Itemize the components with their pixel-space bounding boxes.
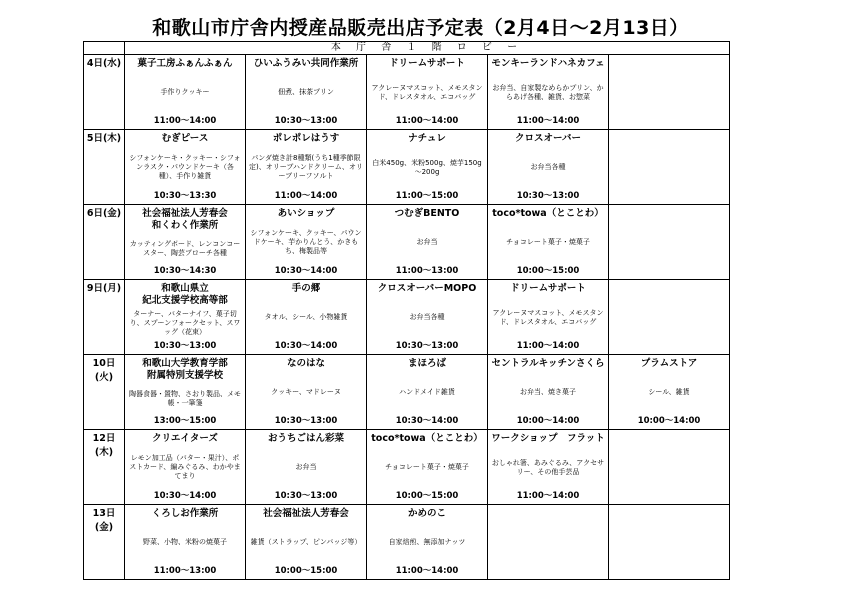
- schedule-body: [84, 42, 730, 580]
- vendor-products: 自家焙煎、無添加ナッツ: [388, 538, 466, 547]
- vendor-cell-content: [367, 130, 487, 204]
- vendor-products: 雑貨（ストラップ、ピンバッジ等）: [250, 538, 362, 547]
- vendor-hours: 10:00～14:00: [516, 416, 580, 426]
- vendor-cell-content: [609, 205, 729, 279]
- vendor-hours: 13:00～15:00: [153, 416, 217, 426]
- vendor-cell-content: [367, 205, 487, 279]
- vendor-hours: 10:30～14:00: [153, 491, 217, 501]
- vendor-cell-content: [125, 205, 245, 279]
- vendor-cell: [246, 505, 367, 580]
- header-blank: [84, 42, 125, 55]
- vendor-cell: [125, 430, 246, 505]
- vendor-hours: 10:00～15:00: [274, 566, 338, 576]
- vendor-cell-content: [246, 55, 366, 129]
- vendor-cell-content: [367, 280, 487, 354]
- day-row: [84, 205, 730, 280]
- vendor-name: 和歌山大学教育学部 附属特別支援学校: [142, 358, 228, 381]
- vendor-name: クリエイターズ: [152, 433, 218, 444]
- vendor-cell: [246, 280, 367, 355]
- vendor-products: おしゃれ箸、あみぐるみ、アクセサリー、その他手芸品: [491, 458, 605, 476]
- vendor-cell: [246, 430, 367, 505]
- vendor-cell-content: [246, 130, 366, 204]
- vendor-products: [668, 519, 670, 576]
- vendor-cell-content: [488, 55, 608, 129]
- vendor-cell: [609, 355, 730, 430]
- vendor-products: 白米450g、米粉500g、焼芋150g～200g: [372, 158, 482, 176]
- date-cell: 5日(木): [84, 130, 125, 205]
- vendor-hours: 11:00～13:00: [395, 266, 459, 276]
- vendor-cell-content: [609, 505, 729, 579]
- vendor-products: お弁当、自家製なめらかプリン、からあげ各種、雑貨、お惣菜: [492, 83, 604, 101]
- vendor-name: 社会福祉法人芳春会: [263, 508, 349, 519]
- vendor-cell-content: [246, 205, 366, 279]
- vendor-hours: 11:00～14:00: [395, 116, 459, 126]
- vendor-name: プラムストア: [640, 358, 698, 369]
- vendor-cell: [367, 130, 488, 205]
- vendor-cell-content: [609, 355, 729, 429]
- vendor-products: [668, 219, 670, 276]
- vendor-cell-content: [488, 355, 608, 429]
- schedule-table: [83, 41, 730, 580]
- vendor-name: かめのこ: [407, 508, 446, 519]
- day-row: [84, 130, 730, 205]
- vendor-name: セントラルキッチンさくら: [491, 358, 605, 369]
- vendor-name: むぎピース: [161, 133, 209, 144]
- vendor-cell: [367, 355, 488, 430]
- vendor-cell-content: [367, 505, 487, 579]
- vendor-hours: 10:30～13:00: [516, 191, 580, 201]
- vendor-cell: [609, 130, 730, 205]
- vendor-cell: [367, 430, 488, 505]
- vendor-hours: 10:30～14:00: [395, 416, 459, 426]
- vendor-products: シフォンケーキ・クッキー・シフォンラスク・パウンドケーキ（各種）、手作り雑貨: [129, 154, 241, 181]
- vendor-products: シール、雑貨: [648, 388, 690, 397]
- vendor-hours: 11:00～14:00: [274, 191, 338, 201]
- vendor-cell-content: [609, 130, 729, 204]
- vendor-name: toco*towa（とことわ）: [492, 208, 604, 219]
- vendor-cell: [246, 55, 367, 130]
- vendor-products: アクレーヌマスコット、メモスタンド、ドレスタオル、エコバッグ: [492, 308, 604, 326]
- day-row: [84, 505, 730, 580]
- vendor-name: ポレポレはうす: [272, 133, 340, 144]
- vendor-cell-content: [609, 430, 729, 504]
- vendor-cell: [125, 505, 246, 580]
- vendor-hours: 10:00～14:00: [637, 416, 701, 426]
- vendor-products: チョコレート菓子・焼菓子: [506, 238, 590, 247]
- vendor-hours: 10:30～14:30: [153, 266, 217, 276]
- vendor-hours: 10:30～13:00: [395, 341, 459, 351]
- vendor-cell-content: [246, 505, 366, 579]
- vendor-cell-content: [367, 430, 487, 504]
- vendor-cell: [609, 55, 730, 130]
- vendor-name: toco*towa（とことわ）: [371, 433, 483, 444]
- vendor-hours: 10:30～13:00: [274, 491, 338, 501]
- vendor-cell-content: [488, 430, 608, 504]
- vendor-cell-content: [246, 280, 366, 354]
- vendor-cell-content: [488, 280, 608, 354]
- vendor-cell: [246, 205, 367, 280]
- vendor-cell: [609, 430, 730, 505]
- vendor-cell-content: [125, 130, 245, 204]
- vendor-cell: [609, 205, 730, 280]
- vendor-hours: 11:00～14:00: [395, 566, 459, 576]
- vendor-cell-content: [367, 55, 487, 129]
- vendor-products: ターナー、バターナイフ、菓子切り、スプーンフォークセット、スワッグ（花束）: [129, 310, 241, 336]
- vendor-name: ひいふうみい共同作業所: [253, 58, 359, 69]
- vendor-cell: [367, 280, 488, 355]
- vendor-name: くろしお作業所: [151, 508, 219, 519]
- vendor-hours: 10:30～13:30: [153, 191, 217, 201]
- vendor-products: お弁当、焼き菓子: [520, 388, 576, 397]
- vendor-name: 和歌山県立 紀北支援学校高等部: [142, 283, 228, 306]
- vendor-cell: [488, 55, 609, 130]
- vendor-cell-content: [125, 55, 245, 129]
- vendor-name: まほろば: [407, 358, 446, 369]
- day-row: [84, 55, 730, 130]
- vendor-name: 社会福祉法人芳春会 和くわく作業所: [142, 208, 228, 231]
- day-row: [84, 430, 730, 505]
- vendor-name: なのはな: [286, 358, 325, 369]
- date-cell: 10日(火): [84, 355, 125, 430]
- vendor-cell: [609, 505, 730, 580]
- date-cell: 9日(月): [84, 280, 125, 355]
- vendor-hours: 10:30～14:00: [274, 266, 338, 276]
- vendor-cell-content: [609, 280, 729, 354]
- vendor-products: お弁当各種: [409, 313, 445, 322]
- vendor-cell: [488, 130, 609, 205]
- vendor-cell-content: [125, 355, 245, 429]
- vendor-products: [668, 144, 670, 201]
- vendor-products: シフォンケーキ、クッキー、パウンドケーキ、芋かりんとう、かきもち、梅製品等: [250, 229, 362, 256]
- vendor-hours: 10:30～14:00: [274, 341, 338, 351]
- vendor-cell: [367, 55, 488, 130]
- vendor-cell: [367, 205, 488, 280]
- vendor-name: ナチュレ: [408, 133, 446, 144]
- vendor-name: クロスオーバー: [514, 133, 582, 144]
- vendor-cell-content: [125, 430, 245, 504]
- vendor-cell: [488, 430, 609, 505]
- vendor-cell-content: [246, 430, 366, 504]
- date-cell: 4日(水): [84, 55, 125, 130]
- vendor-hours: 10:30～13:00: [274, 116, 338, 126]
- vendor-cell-content: [488, 205, 608, 279]
- vendor-products: パンダ焼き計8種類(うち1種季節限定)、オリーブハンドクリーム、オリーブリーフソルト: [249, 154, 363, 181]
- vendor-name: おうちごはん彩菜: [267, 433, 344, 444]
- vendor-cell: [125, 355, 246, 430]
- vendor-cell-content: [488, 505, 608, 579]
- vendor-name: つむぎBENTO: [394, 208, 460, 219]
- vendor-name: あいショップ: [277, 208, 335, 219]
- vendor-products: 佃煮、抹茶プリン: [278, 88, 334, 97]
- vendor-hours: 10:00～15:00: [395, 491, 459, 501]
- vendor-cell: [125, 55, 246, 130]
- vendor-products: お弁当: [416, 238, 438, 247]
- vendor-name: ワークショップ フラット: [491, 433, 605, 444]
- vendor-cell-content: [125, 505, 245, 579]
- vendor-hours: 11:00～15:00: [395, 191, 459, 201]
- vendor-cell: [125, 205, 246, 280]
- vendor-cell-content: [246, 355, 366, 429]
- vendor-cell: [125, 130, 246, 205]
- vendor-cell: [246, 130, 367, 205]
- vendor-cell: [488, 280, 609, 355]
- location-header-row: [84, 42, 730, 55]
- vendor-cell: [367, 505, 488, 580]
- vendor-hours: 11:00～14:00: [516, 491, 580, 501]
- vendor-name: クロスオーバーMOPO: [377, 283, 477, 294]
- vendor-products: ハンドメイド雑貨: [399, 388, 455, 397]
- vendor-products: クッキー、マドレーヌ: [271, 388, 341, 397]
- vendor-name: ドリームサポート: [389, 58, 465, 69]
- page-title: 和歌山市庁舎内授産品販売出店予定表（2月4日～2月13日）: [152, 17, 689, 39]
- vendor-cell-content: [488, 130, 608, 204]
- vendor-hours: 10:00～15:00: [516, 266, 580, 276]
- vendor-products: 陶器食器・置物、さおり製品、メモ帳・一筆箋: [129, 389, 241, 407]
- vendor-cell: [609, 280, 730, 355]
- vendor-hours: 10:30～13:00: [153, 341, 217, 351]
- vendor-name: 手の郷: [291, 283, 321, 294]
- vendor-products: レモン加工品（バター・果汁）、ポストカード、編みぐるみ、わかやまてまり: [129, 454, 241, 481]
- vendor-products: チョコレート菓子・焼菓子: [385, 463, 469, 472]
- day-row: [84, 280, 730, 355]
- vendor-products: タオル、シール、小物雑貨: [264, 313, 348, 322]
- vendor-name: ドリームサポート: [510, 283, 586, 294]
- vendor-hours: 11:00～14:00: [153, 116, 217, 126]
- vendor-hours: 11:00～14:00: [516, 341, 580, 351]
- vendor-products: [668, 69, 670, 126]
- vendor-hours: 10:30～13:00: [274, 416, 338, 426]
- date-cell: 6日(金): [84, 205, 125, 280]
- vendor-cell-content: [367, 355, 487, 429]
- vendor-products: 手作りクッキー: [160, 88, 210, 97]
- vendor-cell: [488, 205, 609, 280]
- vendor-products: 野菜、小物、米粉の焼菓子: [143, 538, 227, 547]
- vendor-name: モンキーランドハネカフェ: [491, 58, 605, 69]
- vendor-products: お弁当各種: [530, 163, 566, 172]
- vendor-products: [668, 294, 670, 351]
- vendor-hours: 11:00～13:00: [153, 566, 217, 576]
- vendor-cell: [488, 355, 609, 430]
- day-row: [84, 355, 730, 430]
- vendor-hours: 11:00～14:00: [516, 116, 580, 126]
- vendor-products: [668, 444, 670, 501]
- vendor-products: [547, 519, 549, 576]
- vendor-name: 菓子工房ふぁんふぁん: [137, 58, 233, 69]
- vendor-products: アクレーヌマスコット、メモスタンド、ドレスタオル、エコバッグ: [371, 83, 483, 101]
- vendor-cell-content: [125, 280, 245, 354]
- date-cell: 12日(木): [84, 430, 125, 505]
- vendor-products: カッティングボード、レンコンコースター、陶芸ブローチ各種: [129, 239, 241, 257]
- location-header: 本 庁 舎 １ 階 ロ ビ ー: [125, 42, 730, 55]
- date-cell: 13日(金): [84, 505, 125, 580]
- vendor-cell: [488, 505, 609, 580]
- vendor-products: お弁当: [295, 463, 317, 472]
- vendor-cell: [246, 355, 367, 430]
- vendor-cell-content: [609, 55, 729, 129]
- vendor-cell: [125, 280, 246, 355]
